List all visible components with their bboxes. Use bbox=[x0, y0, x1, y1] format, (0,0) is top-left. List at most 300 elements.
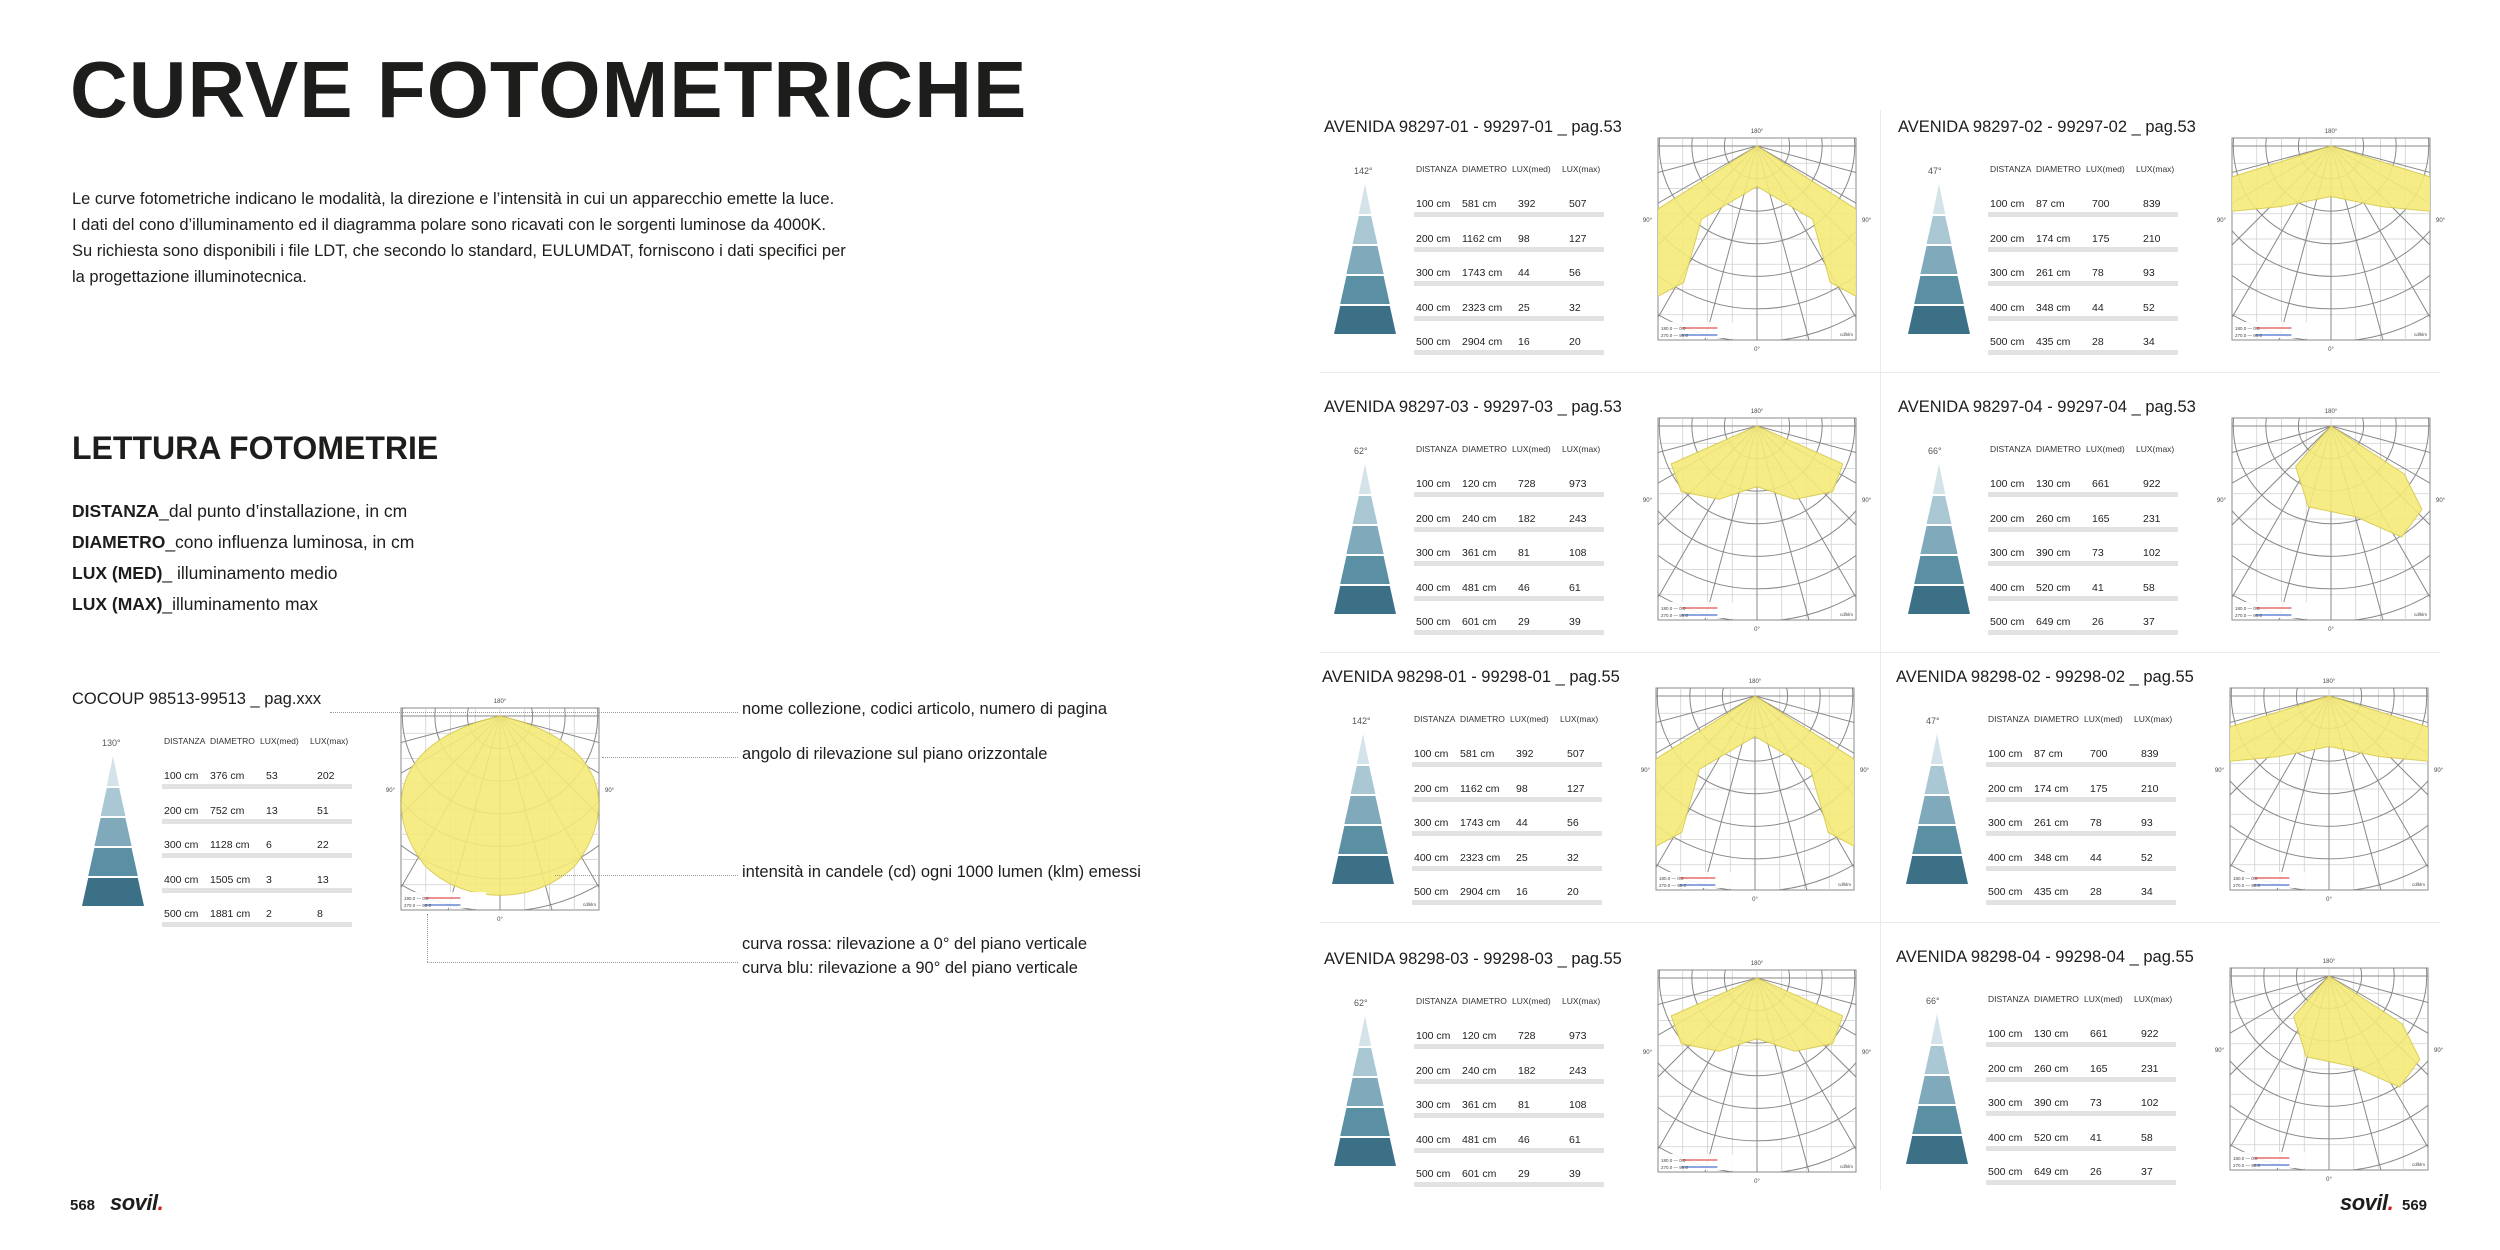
table-cell: 182 bbox=[1518, 512, 1536, 525]
table-cell: 26 bbox=[2092, 616, 2104, 628]
product-panel bbox=[1324, 398, 1874, 638]
table-cell: 210 bbox=[2141, 782, 2159, 795]
table-cell: 390 cm bbox=[2036, 547, 2071, 559]
reading-legend bbox=[72, 496, 414, 620]
table-cell: 300 cm bbox=[1988, 1097, 2023, 1109]
table-cell: 108 bbox=[1569, 1099, 1587, 1111]
annotation-leader bbox=[555, 875, 738, 876]
table-header: LUX(med) bbox=[2086, 444, 2125, 454]
logo-accent: . bbox=[157, 1190, 164, 1215]
table-cell: 200 cm bbox=[1416, 232, 1451, 245]
grid-divider bbox=[1320, 922, 2440, 923]
table-cell: 13 bbox=[317, 873, 329, 886]
table-cell: 1505 cm bbox=[210, 873, 251, 886]
table-header: LUX(max) bbox=[2136, 444, 2175, 454]
legend-term: LUX (MAX) bbox=[72, 594, 163, 614]
table-cell: 100 cm bbox=[1416, 198, 1451, 210]
polar-label-left: 90° bbox=[1640, 768, 1650, 775]
illumination-cone bbox=[1332, 460, 1398, 620]
table-cell: 300 cm bbox=[1416, 267, 1451, 279]
table-cell: 376 cm bbox=[210, 770, 245, 782]
polar-unit: cd/klm bbox=[2413, 612, 2427, 617]
table-cell: 202 bbox=[317, 770, 335, 782]
table-cell: 175 bbox=[2090, 782, 2108, 795]
table-header: LUX(med) bbox=[2084, 714, 2123, 724]
legend-item bbox=[72, 558, 414, 589]
table-cell: 260 cm bbox=[2036, 512, 2071, 525]
polar-diagram bbox=[1642, 961, 1872, 1185]
table-cell: 400 cm bbox=[1416, 301, 1451, 314]
polar-label-bottom: 0° bbox=[1752, 897, 1758, 903]
table-header: DISTANZA bbox=[1414, 714, 1456, 724]
table-cell: 581 cm bbox=[1462, 198, 1497, 210]
cone-band bbox=[88, 848, 138, 876]
table-cell: 348 cm bbox=[2036, 301, 2071, 314]
page-title: CURVE FOTOMETRICHE bbox=[70, 45, 1028, 134]
legend-desc: _illuminamento max bbox=[162, 594, 319, 614]
brand-logo-right bbox=[2340, 1190, 2393, 1216]
table-cell: 520 cm bbox=[2036, 581, 2071, 594]
table-row-line bbox=[1986, 831, 2176, 836]
table-cell: 44 bbox=[2090, 851, 2102, 864]
cone-band bbox=[1933, 184, 1945, 214]
legend-desc: _dal punto d’installazione, in cm bbox=[159, 501, 408, 521]
legend-item bbox=[72, 527, 414, 558]
table-cell: 37 bbox=[2143, 616, 2155, 628]
table-cell: 58 bbox=[2143, 581, 2155, 594]
table-cell: 165 bbox=[2090, 1062, 2108, 1075]
polar-legend-blue: 270.0 — 90.0 bbox=[2233, 883, 2261, 888]
cone-band bbox=[1334, 586, 1396, 614]
table-cell: 300 cm bbox=[1990, 267, 2025, 279]
table-cell: 400 cm bbox=[164, 873, 199, 886]
polar-label-right: 90° bbox=[2436, 218, 2446, 225]
polar-legend-red: 180.0 — 0.0 bbox=[1661, 606, 1686, 611]
table-cell: 13 bbox=[266, 804, 278, 817]
table-row-line bbox=[1414, 596, 1604, 601]
table-cell: 29 bbox=[1518, 616, 1530, 628]
polar-label-left: 90° bbox=[385, 788, 395, 795]
cone-band bbox=[1359, 184, 1371, 214]
table-cell: 240 cm bbox=[1462, 1064, 1497, 1077]
cone-band bbox=[1925, 1046, 1950, 1074]
table-cell: 28 bbox=[2092, 336, 2104, 348]
table-row-line bbox=[1414, 350, 1604, 355]
polar-label-bottom: 0° bbox=[497, 917, 503, 923]
table-cell: 507 bbox=[1567, 748, 1585, 760]
table-cell: 200 cm bbox=[1990, 512, 2025, 525]
table-cell: 44 bbox=[1518, 267, 1530, 279]
polar-legend-blue: 270.0 — 90.0 bbox=[1661, 333, 1689, 338]
intro-line: Le curve fotometriche indicano le modalità, la direzione e l’intensità in cui un apparecchio emette la luce. bbox=[72, 190, 835, 208]
table-cell: 500 cm bbox=[1414, 886, 1449, 898]
table-cell: 108 bbox=[1569, 547, 1587, 559]
table-cell: 52 bbox=[2143, 301, 2155, 314]
polar-label-right: 90° bbox=[605, 788, 615, 795]
table-cell: 46 bbox=[1518, 1133, 1530, 1146]
table-header: LUX(med) bbox=[1512, 996, 1551, 1006]
annotation-red-curve: curva rossa: rilevazione a 0° del piano verticale bbox=[742, 935, 1088, 953]
table-cell: 400 cm bbox=[1988, 1131, 2023, 1144]
table-row-line bbox=[1988, 247, 2178, 252]
cone-band bbox=[1346, 1078, 1383, 1106]
table-header: LUX(med) bbox=[2086, 164, 2125, 174]
intro-line: la progettazione illuminotecnica. bbox=[72, 268, 307, 286]
table-cell: 32 bbox=[1567, 851, 1579, 864]
cone-band bbox=[1920, 246, 1957, 274]
table-cell: 100 cm bbox=[1990, 478, 2025, 490]
table-header: LUX(max) bbox=[2134, 714, 2173, 724]
product-panel bbox=[1324, 118, 1874, 358]
table-cell: 1743 cm bbox=[1462, 267, 1503, 279]
table-row-line bbox=[162, 853, 352, 858]
table-cell: 56 bbox=[1569, 267, 1581, 279]
table-cell: 240 cm bbox=[1462, 512, 1497, 525]
polar-legend-blue: 270.0 — 90.0 bbox=[1661, 1165, 1689, 1170]
grid-divider bbox=[1320, 372, 2440, 373]
table-cell: 973 bbox=[1569, 1030, 1587, 1042]
cone-band bbox=[1340, 556, 1390, 584]
table-cell: 100 cm bbox=[1416, 1030, 1451, 1042]
table-header: LUX(max) bbox=[310, 736, 349, 746]
polar-diagram bbox=[2214, 959, 2444, 1183]
polar-legend-red: 180.0 — 0.0 bbox=[1661, 1158, 1686, 1163]
polar-legend-red: 180.0 — 0.0 bbox=[1659, 876, 1684, 881]
table-cell: 53 bbox=[266, 770, 278, 782]
polar-label-top: 180° bbox=[493, 699, 507, 705]
table-cell: 973 bbox=[1569, 478, 1587, 490]
table-row-line bbox=[1414, 1079, 1604, 1084]
cone-band bbox=[1914, 556, 1964, 584]
annotation-leader bbox=[330, 712, 738, 713]
grid-divider bbox=[1880, 110, 1881, 1190]
table-cell: 839 bbox=[2143, 198, 2161, 210]
polar-label-left: 90° bbox=[2216, 498, 2226, 505]
table-cell: 649 cm bbox=[2036, 616, 2071, 628]
annotation-collection: nome collezione, codici articolo, numero di pagina bbox=[742, 700, 1108, 718]
polar-unit: cd/klm bbox=[1839, 332, 1853, 337]
table-header: DIAMETRO bbox=[1460, 714, 1505, 724]
table-cell: 39 bbox=[1569, 1168, 1581, 1180]
cone-band bbox=[1918, 1076, 1955, 1104]
table-row-line bbox=[162, 819, 352, 824]
table-row-line bbox=[1414, 247, 1604, 252]
table-row-line bbox=[1988, 561, 2178, 566]
polar-label-right: 90° bbox=[1860, 768, 1870, 775]
table-header: DIAMETRO bbox=[2034, 994, 2079, 1004]
polar-label-right: 90° bbox=[1862, 498, 1872, 505]
table-cell: 500 cm bbox=[1988, 1166, 2023, 1178]
table-cell: 400 cm bbox=[1990, 301, 2025, 314]
table-cell: 44 bbox=[2092, 301, 2104, 314]
table-cell: 435 cm bbox=[2034, 886, 2069, 898]
table-row-line bbox=[1414, 630, 1604, 635]
logo-accent: . bbox=[2387, 1190, 2394, 1215]
table-cell: 87 cm bbox=[2034, 748, 2063, 760]
table-cell: 1743 cm bbox=[1460, 817, 1501, 829]
table-cell: 93 bbox=[2141, 817, 2153, 829]
table-header: DISTANZA bbox=[1416, 164, 1458, 174]
table-header: DIAMETRO bbox=[1462, 444, 1507, 454]
table-row-line bbox=[1414, 1044, 1604, 1049]
table-cell: 130 cm bbox=[2034, 1028, 2069, 1040]
polar-label-top: 180° bbox=[2322, 679, 2336, 685]
table-cell: 200 cm bbox=[1416, 512, 1451, 525]
table-cell: 500 cm bbox=[1988, 886, 2023, 898]
cone-band bbox=[1332, 856, 1394, 884]
table-cell: 260 cm bbox=[2034, 1062, 2069, 1075]
table-cell: 752 cm bbox=[210, 804, 245, 817]
table-row-line bbox=[1988, 492, 2178, 497]
polar-legend-red: 180.0 — 0.0 bbox=[2233, 1156, 2258, 1161]
table-row-line bbox=[162, 888, 352, 893]
table-header: LUX(med) bbox=[1512, 444, 1551, 454]
table-header: LUX(max) bbox=[1562, 164, 1601, 174]
table-cell: 165 bbox=[2092, 512, 2110, 525]
table-row-line bbox=[1988, 596, 2178, 601]
table-cell: 500 cm bbox=[1416, 1168, 1451, 1180]
table-header: LUX(med) bbox=[260, 736, 299, 746]
polar-label-left: 90° bbox=[2214, 1048, 2224, 1055]
cone-band bbox=[1351, 766, 1376, 794]
table-cell: 261 cm bbox=[2036, 267, 2071, 279]
polar-legend-red: 180.0 — 0.0 bbox=[404, 896, 429, 901]
legend-desc: _cono influenza luminosa, in cm bbox=[165, 532, 415, 552]
reading-title: LETTURA FOTOMETRIE bbox=[72, 430, 439, 466]
cone-band bbox=[1353, 496, 1378, 524]
intro-line: Su richiesta sono disponibili i file LDT, che secondo lo standard, EULUMDAT, forniscono i dati specifici per bbox=[72, 242, 846, 260]
table-cell: 2323 cm bbox=[1460, 851, 1501, 864]
polar-legend-blue: 270.0 — 90.0 bbox=[2233, 1163, 2261, 1168]
table-cell: 1162 cm bbox=[1460, 782, 1500, 795]
cone-band bbox=[1933, 464, 1945, 494]
cone-angle: 62° bbox=[1354, 446, 1368, 456]
table-row-line bbox=[1412, 831, 1602, 836]
polar-label-top: 180° bbox=[2324, 409, 2338, 415]
table-row-line bbox=[1988, 630, 2178, 635]
legend-term: LUX (MED) bbox=[72, 563, 163, 583]
table-cell: 61 bbox=[1569, 581, 1581, 594]
table-row-line bbox=[1988, 350, 2178, 355]
panel-title: AVENIDA 98297-01 - 99297-01 _ pag.53 bbox=[1324, 118, 1622, 136]
table-cell: 922 bbox=[2143, 478, 2161, 490]
table-cell: 20 bbox=[1569, 336, 1581, 348]
polar-label-right: 90° bbox=[2434, 1048, 2444, 1055]
annotation-leader bbox=[427, 962, 738, 963]
polar-label-bottom: 0° bbox=[2328, 347, 2334, 353]
polar-label-bottom: 0° bbox=[2328, 627, 2334, 633]
polar-unit: cd/klm bbox=[1839, 1164, 1853, 1169]
table-cell: 400 cm bbox=[1416, 1133, 1451, 1146]
table-cell: 22 bbox=[317, 839, 329, 851]
table-cell: 34 bbox=[2141, 886, 2153, 898]
table-cell: 261 cm bbox=[2034, 817, 2069, 829]
table-header: DISTANZA bbox=[164, 736, 206, 746]
polar-label-bottom: 0° bbox=[1754, 347, 1760, 353]
polar-label-top: 180° bbox=[2324, 129, 2338, 135]
table-header: LUX(max) bbox=[2134, 994, 2173, 1004]
table-row-line bbox=[1986, 762, 2176, 767]
table-cell: 210 bbox=[2143, 232, 2161, 245]
table-cell: 78 bbox=[2092, 267, 2104, 279]
polar-diagram bbox=[385, 699, 615, 923]
table-cell: 2904 cm bbox=[1462, 336, 1503, 348]
table-cell: 51 bbox=[317, 804, 329, 817]
illumination-cone bbox=[1906, 460, 1972, 620]
illumination-cone bbox=[80, 752, 146, 912]
product-panel bbox=[1898, 398, 2448, 638]
cone-band bbox=[1359, 1016, 1371, 1046]
polar-legend-red: 180.0 — 0.0 bbox=[2235, 606, 2260, 611]
polar-diagram bbox=[1640, 679, 1870, 903]
table-row-line bbox=[1986, 1042, 2176, 1047]
table-row-line bbox=[1414, 212, 1604, 217]
table-cell: 300 cm bbox=[1414, 817, 1449, 829]
table-row-line bbox=[1414, 1113, 1604, 1118]
cone-band bbox=[1353, 1048, 1378, 1076]
illumination-cone bbox=[1332, 180, 1398, 340]
table-cell: 100 cm bbox=[164, 770, 199, 782]
illumination-cone bbox=[1904, 1010, 1970, 1170]
cone-band bbox=[1334, 1138, 1396, 1166]
table-header: DIAMETRO bbox=[1462, 164, 1507, 174]
table-cell: 20 bbox=[1567, 886, 1579, 898]
cone-band bbox=[82, 878, 144, 906]
annotation-angle: angolo di rilevazione sul piano orizzontale bbox=[742, 745, 1048, 763]
table-cell: 100 cm bbox=[1416, 478, 1451, 490]
table-header: DIAMETRO bbox=[2036, 164, 2081, 174]
cone-band bbox=[94, 818, 131, 846]
table-cell: 700 bbox=[2090, 748, 2108, 760]
table-cell: 25 bbox=[1516, 851, 1528, 864]
table-cell: 81 bbox=[1518, 547, 1530, 559]
product-panel bbox=[1322, 668, 1872, 908]
table-cell: 728 bbox=[1518, 478, 1536, 490]
table-cell: 200 cm bbox=[1414, 782, 1449, 795]
cone-band bbox=[1346, 246, 1383, 274]
table-cell: 392 bbox=[1518, 198, 1536, 210]
table-cell: 348 cm bbox=[2034, 851, 2069, 864]
table-header: LUX(med) bbox=[1512, 164, 1551, 174]
polar-label-right: 90° bbox=[1862, 1050, 1872, 1057]
table-cell: 174 cm bbox=[2034, 782, 2069, 795]
cone-band bbox=[1906, 856, 1968, 884]
polar-legend-red: 180.0 — 0.0 bbox=[2233, 876, 2258, 881]
table-cell: 300 cm bbox=[164, 839, 199, 851]
panel-title: COCOUP 98513-99513 _ pag.xxx bbox=[72, 690, 322, 708]
table-cell: 200 cm bbox=[1988, 782, 2023, 795]
table-header: DISTANZA bbox=[1990, 444, 2032, 454]
legend-term: DIAMETRO bbox=[72, 532, 166, 552]
panel-title: AVENIDA 98297-04 - 99297-04 _ pag.53 bbox=[1898, 398, 2196, 416]
table-cell: 41 bbox=[2090, 1131, 2102, 1144]
polar-label-right: 90° bbox=[2436, 498, 2446, 505]
table-cell: 2323 cm bbox=[1462, 301, 1503, 314]
table-cell: 300 cm bbox=[1416, 1099, 1451, 1111]
table-cell: 200 cm bbox=[1990, 232, 2025, 245]
cone-band bbox=[1906, 1136, 1968, 1164]
page-number-right: 569 bbox=[2402, 1197, 2428, 1214]
annotation-intensity: intensità in candele (cd) ogni 1000 lumen (klm) emessi bbox=[742, 863, 1141, 881]
table-cell: 16 bbox=[1516, 886, 1528, 898]
table-cell: 481 cm bbox=[1462, 581, 1497, 594]
cone-band bbox=[1918, 796, 1955, 824]
table-cell: 1128 cm bbox=[210, 839, 250, 851]
polar-legend-blue: 270.0 — 90.0 bbox=[2235, 613, 2263, 618]
polar-label-top: 180° bbox=[1750, 129, 1764, 135]
table-cell: 200 cm bbox=[1416, 1064, 1451, 1077]
table-row-line bbox=[1986, 900, 2176, 905]
cone-angle: 62° bbox=[1354, 998, 1368, 1008]
table-cell: 661 bbox=[2090, 1028, 2108, 1040]
table-cell: 39 bbox=[1569, 616, 1581, 628]
polar-label-top: 180° bbox=[1750, 409, 1764, 415]
table-cell: 661 bbox=[2092, 478, 2110, 490]
polar-unit: cd/klm bbox=[2411, 1162, 2425, 1167]
illumination-cone bbox=[1332, 1012, 1398, 1172]
table-cell: 728 bbox=[1518, 1030, 1536, 1042]
polar-label-right: 90° bbox=[2434, 768, 2444, 775]
polar-legend-red: 180.0 — 0.0 bbox=[1661, 326, 1686, 331]
cone-band bbox=[1359, 464, 1371, 494]
table-row-line bbox=[1986, 1180, 2176, 1185]
product-panel bbox=[1896, 668, 2446, 908]
table-cell: 34 bbox=[2143, 336, 2155, 348]
table-cell: 29 bbox=[1518, 1168, 1530, 1180]
cone-angle: 142° bbox=[1352, 716, 1371, 726]
polar-legend-red: 180.0 — 0.0 bbox=[2235, 326, 2260, 331]
legend-desc: _ illuminamento medio bbox=[162, 563, 338, 583]
polar-label-bottom: 0° bbox=[1754, 1179, 1760, 1185]
table-header: DISTANZA bbox=[1988, 994, 2030, 1004]
table-row-line bbox=[1414, 1148, 1604, 1153]
cone-band bbox=[1925, 766, 1950, 794]
table-row-line bbox=[1414, 316, 1604, 321]
table-header: DISTANZA bbox=[1988, 714, 2030, 724]
table-header: LUX(med) bbox=[1510, 714, 1549, 724]
polar-label-left: 90° bbox=[2216, 218, 2226, 225]
illumination-cone bbox=[1330, 730, 1396, 890]
table-row-line bbox=[1414, 1182, 1604, 1187]
intro-line: I dati del cono d’illuminamento ed il diagramma polare sono ricavati con le sorgenti luminose da 4000K. bbox=[72, 216, 826, 234]
table-cell: 100 cm bbox=[1414, 748, 1449, 760]
table-cell: 44 bbox=[1516, 817, 1528, 829]
table-row-line bbox=[1986, 1111, 2176, 1116]
table-cell: 400 cm bbox=[1416, 581, 1451, 594]
table-row-line bbox=[1412, 900, 1602, 905]
cone-band bbox=[1912, 1106, 1962, 1134]
panel-title: AVENIDA 98298-04 - 99298-04 _ pag.55 bbox=[1896, 948, 2194, 966]
table-cell: 61 bbox=[1569, 1133, 1581, 1146]
product-panel bbox=[1896, 948, 2446, 1188]
cone-band bbox=[1346, 526, 1383, 554]
table-cell: 361 cm bbox=[1462, 547, 1497, 559]
table-cell: 839 bbox=[2141, 748, 2159, 760]
table-cell: 601 cm bbox=[1462, 616, 1497, 628]
cone-angle: 66° bbox=[1928, 446, 1942, 456]
table-cell: 390 cm bbox=[2034, 1097, 2069, 1109]
table-cell: 500 cm bbox=[1416, 336, 1451, 348]
table-cell: 127 bbox=[1567, 782, 1585, 795]
cone-band bbox=[1914, 276, 1964, 304]
table-header: DISTANZA bbox=[1416, 996, 1458, 1006]
table-header: DISTANZA bbox=[1416, 444, 1458, 454]
table-row-line bbox=[1986, 1146, 2176, 1151]
table-cell: 41 bbox=[2092, 581, 2104, 594]
cone-band bbox=[1908, 586, 1970, 614]
panel-title: AVENIDA 98298-02 - 99298-02 _ pag.55 bbox=[1896, 668, 2194, 686]
table-cell: 481 cm bbox=[1462, 1133, 1497, 1146]
